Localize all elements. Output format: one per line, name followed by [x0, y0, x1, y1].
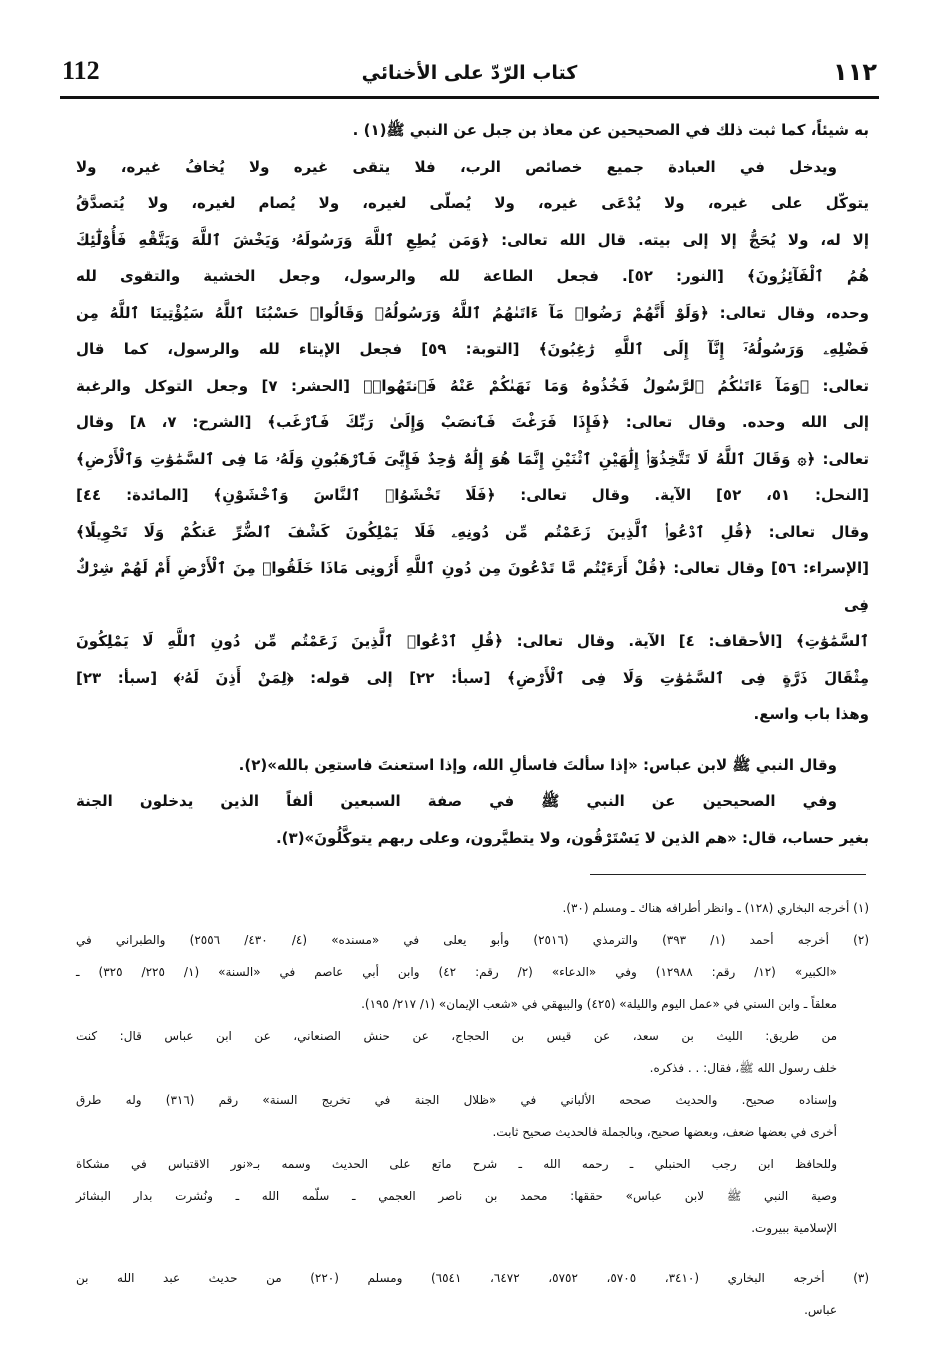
footnote-line: خلف رسول الله ﷺ، فقال: . . فذكره. [649, 1061, 837, 1075]
footnote-line: عباس. [804, 1303, 837, 1317]
text-line: هُمُ ٱلْفَآئِزُونَ﴾ [النور: ٥٢]. فجعل الطاعة لله والرسول، وجعل الخشية والتقوى لله [76, 267, 869, 285]
text-line: مِثْقَالَ ذَرَّةٍ فِى ٱلسَّمَٰوَٰتِ وَلَا فِى ٱلْأَرْضِ﴾ [سبأ: ٢٢] إلى قوله: ﴿لِمَنْ أَذِنَ لَهُۥ﴾ [سبأ: ٢٣] [76, 668, 869, 687]
text-line: تعالى: ﴿۞ وَقَالَ ٱللَّهُ لَا تَتَّخِذُوٓا۟ إِلَٰهَيْنِ ٱثْنَيْنِ إِنَّمَا هُوَ إِلَٰهٌ وَٰحِدٌ فَإِيَّٰىَ فَٱرْهَبُونِ وَلَهُۥ مَا فِى ٱلسَّمَٰوَٰتِ وَٱلْأَرْضِ﴾ [76, 449, 869, 468]
text-line: يتوكّل على غيره، ولا يُدْعَى غيره، ولا يُصلّى لغيره، ولا يُصام لغيره، ولا يُتصدَّقُ [76, 194, 869, 212]
text-line: تعالى: ﴿وَمَآ ءَاتَىٰكُمُ ٱلرَّسُولُ فَخُذُوهُ وَمَا نَهَىٰكُمْ عَنْهُ فَٱنتَهُوا۟﴾ [الحشر: ٧] وجعل التوكل والرغبة [76, 376, 869, 395]
text-line: به شيئاً، كما ثبت ذلك في الصحيحين عن معاذ بن جبل عن النبي ﷺ(١) . [352, 121, 869, 139]
footnote-line: (٢) أخرجه أحمد (١/ ٣٩٣) والترمذي (٢٥١٦) وأبو يعلى في «مسنده» (٤/ ٤٣٠/ ٢٥٥٦) والطبراني في [76, 933, 870, 947]
text-line: وفي الصحيحين عن النبي ﷺ في صفة السبعين ألفاً الذين يدخلون الجنة [76, 792, 837, 810]
footnote-line: أخرى في بعضها ضعف، وبعضها صحيح، وبالجملة فالحديث صحيح ثابت. [492, 1125, 837, 1139]
running-title: كتاب الرّدّ على الأخنائي [361, 62, 578, 84]
text-line: [النحل: ٥١، ٥٢] الآية. وقال تعالى: ﴿فَلَا تَخْشَوُا۟ ٱلنَّاسَ وَٱخْشَوْنِ﴾ [المائدة: ٤٤] [76, 486, 869, 504]
text-line: [الإسراء: ٥٦] وقال تعالى: ﴿قُلْ أَرَءَيْتُم مَّا تَدْعُونَ مِن دُونِ ٱللَّهِ أَرُونِى مَاذَا خَلَقُوا۟ مِنَ ٱلْأَرْضِ أَمْ لَهُمْ شِرْكٌ فِى [76, 559, 869, 614]
footnote-line: «الكبير» (١٢/ رقم: ١٢٩٨٨) وفي «الدعاء» (٢/ رقم: ٤٢) وابن أبي عاصم في «السنة» (١/ ٢٢٥/ ٣٢٥) ـ [76, 965, 838, 979]
footnotes [0, 892, 939, 1326]
text-line: إلى الله وحده. وقال تعالى: ﴿فَإِذَا فَرَغْتَ فَٱنصَبْ وَإِلَىٰ رَبِّكَ فَٱرْغَب﴾ [الشرح: ٧، ٨] وقال [76, 413, 869, 431]
text-line: بغير حساب، قال: «هم الذين لا يَسْتَرْقُون، ولا يتطيَّرون، وعلى ربهم يتوكَّلُونَ»(٣). [275, 828, 869, 847]
footnote-line: معلقاً ـ وابن السني في «عمل اليوم والليلة» (٤٢٥) والبيهقي في «شعب الإيمان» (١/ ٢١٧/ ١٩٥). [361, 997, 837, 1011]
footnote-line: وإسناده صحيح. والحديث صححه الألباني في «ظلال الجنة في تخريج السنة» رقم (٣١٦) وله طرق [76, 1093, 837, 1107]
text-line: فَضْلِهِۦ وَرَسُولُهُۥٓ إِنَّآ إِلَى ٱللَّهِ رَٰغِبُونَ﴾ [التوبة: ٥٩] فجعل الإيتاء لله والرسول، كما قال [76, 340, 869, 358]
footnote-line: (٣) أخرجه البخاري (٣٤١٠، ٥٧٠٥، ٥٧٥٢، ٦٤٧٢، ٦٥٤١) ومسلم (٢٢٠) من حديث عبد الله بن [76, 1271, 870, 1285]
text-line: وقال النبي ﷺ لابن عباس: «إذا سألتَ فاسألِ الله، وإذا استعنتَ فاستعِن بالله»(٢). [238, 755, 837, 774]
page-number-latin: 112 [62, 56, 100, 85]
footnote-line: وللحافظ ابن رجب الحنبلي ـ رحمه الله ـ شرح ماتع على الحديث وسمه بـ«نور الاقتباس في مشكاة [76, 1157, 837, 1171]
text-line: وحده، وقال تعالى: ﴿وَلَوْ أَنَّهُمْ رَضُوا۟ مَآ ءَاتَىٰهُمُ ٱللَّهُ وَرَسُولُهُۥ وَقَالُوا۟ حَسْبُنَا ٱللَّهُ سَيُؤْتِينَا ٱللَّهُ مِن [76, 303, 869, 322]
footnote-separator [590, 874, 866, 875]
text-line: ويدخل في العبادة جميع خصائص الرب، فلا يتقى غيره ولا يُخافُ غيره، ولا [76, 157, 837, 176]
footnote-line: الإسلامية ببيروت. [751, 1221, 837, 1235]
footnote-line: وصية النبي ﷺ لابن عباس» حققها: محمد بن ناصر العجمي ـ سلّمه الله ـ ونُشرت بدار البشائر [76, 1189, 837, 1203]
footnote-line: (١) أخرجه البخاري (١٢٨) ـ وانظر أطرافه هناك ـ ومسلم (٣٠). [562, 901, 869, 915]
footnote-separator-area [0, 856, 939, 892]
text-line: ٱلسَّمَٰوَٰتِ﴾ [الأحقاف: ٤] الآية. وقال تعالى: ﴿قُلِ ٱدْعُوا۟ ٱلَّذِينَ زَعَمْتُم مِّن دُونِ ٱللَّهِ لَا يَمْلِكُونَ [76, 632, 870, 650]
text-line: وهذا باب واسع. [753, 705, 869, 723]
text-line: إلا له، ولا يُحَجُّ إلا إلى بيته. قال الله تعالى: ﴿وَمَن يُطِعِ ٱللَّهَ وَرَسُولَهُۥ وَيَخْشَ ٱللَّهَ وَيَتَّقْهِ فَأُوْلَٰٓئِكَ [76, 230, 869, 249]
text-line: وقال تعالى: ﴿قُلِ ٱدْعُوا۟ ٱلَّذِينَ زَعَمْتُم مِّن دُونِهِۦ فَلَا يَمْلِكُونَ كَشْفَ ٱلضُّرِّ عَنكُمْ وَلَا تَحْوِيلًا﴾ [76, 522, 869, 541]
footnote-line: من طريق: الليث بن سعد، عن قيس بن الحجاج، عن حنش الصنعاني، عن ابن عباس قال: كنت [76, 1029, 837, 1043]
page-number-arabic: ١١٢ [833, 58, 877, 86]
